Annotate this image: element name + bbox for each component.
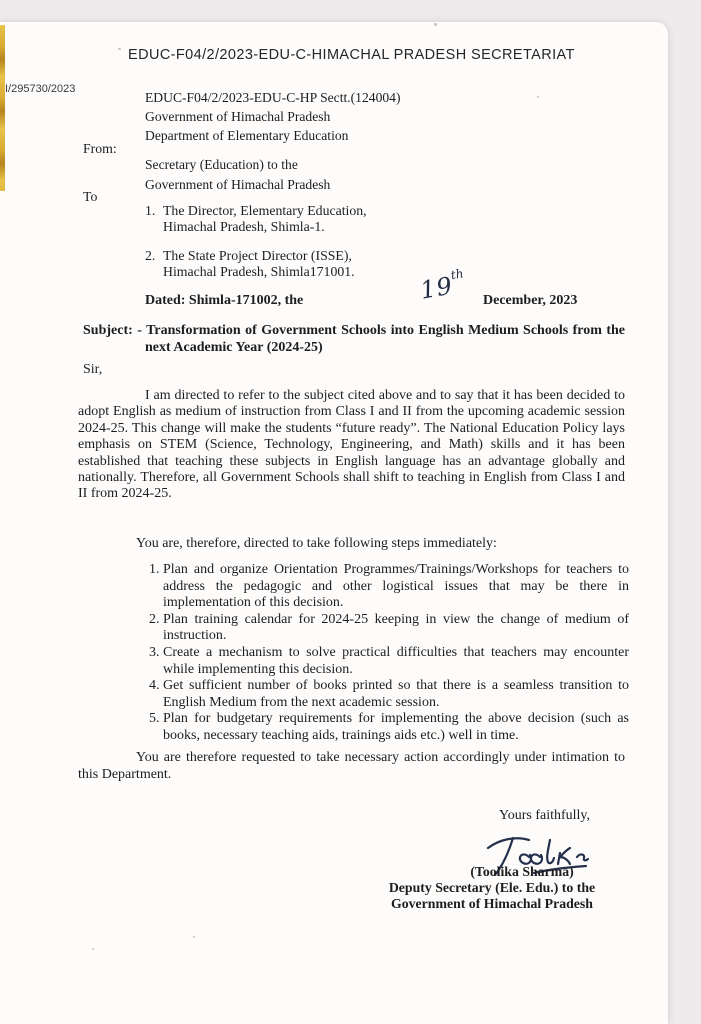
signatory-block <box>385 864 599 913</box>
subject-label: Subject: - <box>83 323 142 338</box>
action-steps-list <box>137 562 629 745</box>
letter-page <box>0 22 668 1024</box>
scan-speckle <box>537 96 539 98</box>
handwritten-day-suffix: th <box>449 266 465 283</box>
valediction: Yours faithfully, <box>499 808 591 823</box>
recipient-1 <box>145 203 367 235</box>
from-line: Government of Himachal Pradesh <box>145 177 331 192</box>
closing-paragraph: You are therefore requested to take necessary action accordingly under intimation to this Department. <box>78 750 625 782</box>
recipient-line: Himachal Pradesh, Shimla-1. <box>163 219 325 234</box>
from-label: From: <box>83 141 117 156</box>
scan-speckle <box>92 948 94 950</box>
dated-label: Dated: Shimla-171002, the <box>145 293 304 308</box>
list-item: 1. Plan and organize Orientation Programmes/Trainings/Workshops for teachers to address the pedagogic and other logistical issues that may be there in implementation of this decision. <box>163 562 629 612</box>
steps-intro-line: You are, therefore, directed to take following steps immediately: <box>136 536 497 551</box>
signatory-name: (Toolika Sharma) <box>470 864 574 879</box>
recipient-2 <box>145 248 355 280</box>
list-item: 5. Plan for budgetary requirements for implementing the above decision (such as books, necessary teaching aids, trainings aids etc.) well in time. <box>163 711 629 744</box>
handwritten-day: 19th <box>418 266 465 305</box>
recipient-number: 2. <box>145 248 156 263</box>
recipient-line: Himachal Pradesh, Shimla171001. <box>163 264 355 279</box>
subject-text: Transformation of Government Schools into English Medium Schools from the next Academic Year (2024-25) <box>145 323 626 355</box>
from-line: Secretary (Education) to the <box>145 157 298 172</box>
dated-line <box>145 293 615 309</box>
dated-month-year: December, 2023 <box>483 293 578 308</box>
recipient-number: 1. <box>145 203 156 218</box>
office-dept-line: Department of Elementary Education <box>145 128 349 143</box>
list-item: 2. Plan training calendar for 2024-25 keeping in view the change of medium of instruction. <box>163 612 629 645</box>
file-reference-number: I/295730/2023 <box>5 83 76 95</box>
signatory-title-1: Deputy Secretary (Ele. Edu.) to the <box>388 880 596 896</box>
from-address-block <box>145 155 330 195</box>
subject-line <box>83 323 625 356</box>
recipient-line: 2. The State Project Director (ISSE), <box>145 248 352 263</box>
list-item: 4. Get sufficient number of books printed so that there is a seamless transition to English Medium from the next academic session. <box>163 678 629 711</box>
recipient-line: 1. The Director, Elementary Education, <box>145 203 367 218</box>
letterhead-title: EDUC-F04/2/2023-EDU-C-HIMACHAL PRADESH SECRETARIAT <box>128 47 575 63</box>
body-paragraph-1: I am directed to refer to the subject cited above and to say that it has been decided to adopt English as medium of instruction from Class I and II from the upcoming academic session 2024-25. This change will make the students “future ready”. The National Education Policy lays emphasis on STEM (Science, Technology, Engineering, and Math) skills and it has been established that teaching these subjects in English language has an advantage globally and nationally. Therefore, all Government Schools shall shift to teaching in English from Class I and II from 2024-25. <box>78 388 625 502</box>
list-item: 3. Create a mechanism to solve practical difficulties that teachers may encounter while implementing this decision. <box>163 645 629 678</box>
signatory-title-2: Government of Himachal Pradesh <box>391 896 593 912</box>
office-govt-line: Government of Himachal Pradesh <box>145 109 331 124</box>
to-label: To <box>83 189 98 204</box>
scan-speckle <box>118 48 121 50</box>
yellow-tape-strip <box>0 25 5 191</box>
scan-speckle <box>434 23 437 26</box>
scan-speckle <box>193 936 195 938</box>
office-ref-line: EDUC-F04/2/2023-EDU-C-HP Sectt.(124004) <box>145 90 401 105</box>
salutation: Sir, <box>83 362 103 377</box>
office-address-block <box>145 88 401 145</box>
